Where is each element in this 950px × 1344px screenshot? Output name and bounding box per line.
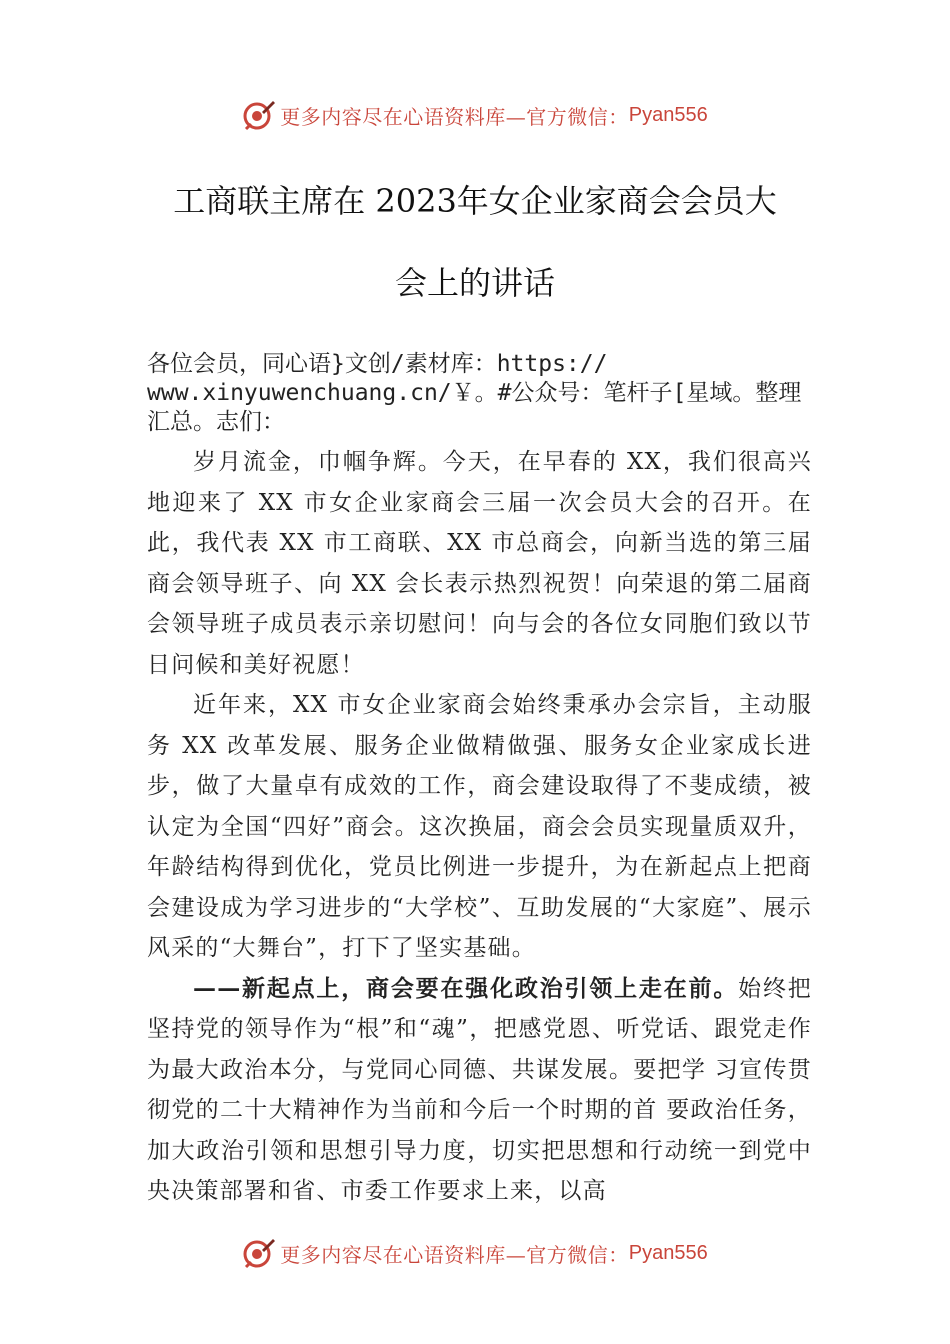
document-title (100, 160, 850, 324)
paragraph-3-text: 始终把坚持党的领导作为“根”和“魂”，把感党恩、听党话、跟党走作为最大政治本分，与党同心同德、共谋发展。要把学 习宣传贯彻党的二十大精神作为当前和今后一个时期的首 要政治任务，加大政治引领和思想引导力度，切实把思想和行动统一到党中央决策部署和省、市委工作要求上来，以高 (147, 975, 812, 1204)
title-line-2: 会上的讲话 (394, 264, 555, 302)
intro-line-1: 各位会员，同心语}文创/素材库：https:// (147, 351, 608, 377)
paragraph-3-heading: ——新起点上，商会要在强化政治引领上走在前。 (193, 974, 739, 1002)
brush-logo-icon (242, 98, 276, 132)
document-body (147, 442, 812, 1212)
intro-line-3: 汇总。志们： (147, 409, 285, 435)
header-banner (0, 95, 950, 135)
wechat-id: Pyan556 (628, 103, 708, 126)
paragraph-1: 岁月流金，巾帼争辉。今天，在早春的 XX，我们很高兴地迎来了 XX 市女企业家商会三届一次会员大会的召开。在此，我代表 XX 市工商联、XX 市总商会，向新当选的第三届商会领导班子、向 XX 会长表示热烈祝贺！向荣退的第二届商会领导班子成员表示亲切慰问！向与会的各位女同胞们致以节日问候和美好祝愿！ (147, 449, 812, 678)
wechat-id: Pyan556 (628, 1241, 708, 1264)
banner-text: 更多内容尽在心语资料库—官方微信： (280, 1242, 629, 1267)
paragraph-2: 近年来，XX 市女企业家商会始终秉承办会宗旨，主动服务 XX 改革发展、服务企业做精做强、服务女企业家成长进步，做了大量卓有成效的工作，商会建设取得了不斐成绩，被认定为全国“四好”商会。这次换届，商会会员实现量质双升，年龄结构得到优化，党员比例进一步提升，为在新起点上把商会建设成为学习进步的“大学校”、互助发展的“大家庭”、展示风采的“大舞台”，打下了坚实基础。 (147, 692, 812, 961)
paragraph-3 (147, 969, 812, 1212)
brush-logo-icon (242, 1236, 276, 1270)
title-line-1: 工商联主席在 2023年女企业家商会会员大 (173, 182, 777, 220)
footer-banner (0, 1233, 950, 1273)
banner-text: 更多内容尽在心语资料库—官方微信： (280, 104, 629, 129)
intro-line-2: www.xinyuwenchuang.cn/￥。#公众号：笔杆子[星域。整理 (147, 380, 802, 406)
